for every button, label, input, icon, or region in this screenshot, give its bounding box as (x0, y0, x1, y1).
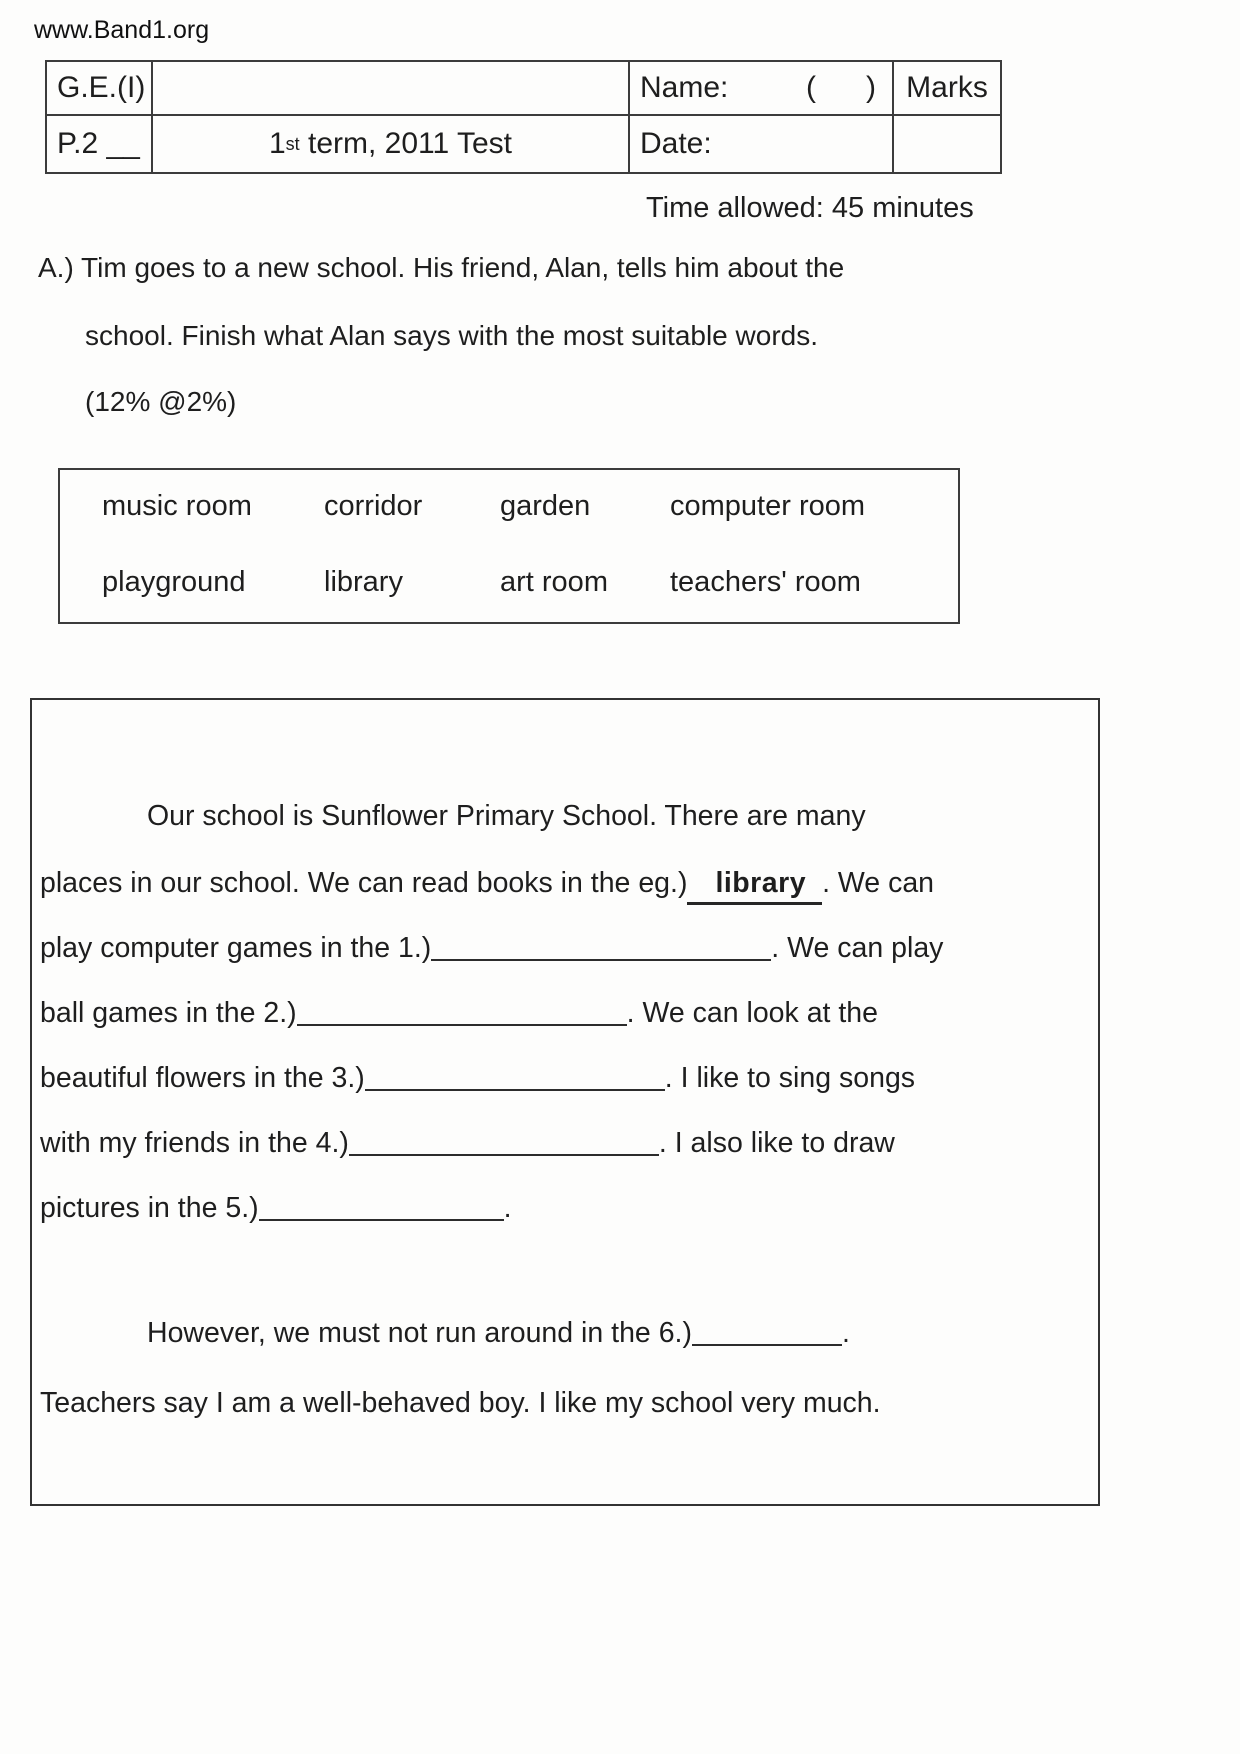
section-a-marks-note: (12% @2%) (85, 386, 237, 417)
answer-blank-6 (692, 1324, 842, 1346)
passage-line (40, 997, 878, 1030)
passage-text: . (841, 1317, 850, 1349)
term-title: term, 2011 Test (299, 127, 513, 160)
word-bank-item: music room (102, 490, 252, 522)
passage-text: places in our school. We can read books in the eg.) (40, 867, 688, 899)
word-bank-item: library (324, 566, 403, 598)
passage-text: . We can play (771, 932, 944, 964)
name-cell (630, 62, 894, 116)
subject-code-cell (47, 62, 153, 116)
passage-text: beautiful flowers in the 3.) (40, 1062, 365, 1094)
word-bank-row-2 (102, 566, 861, 599)
term-title-cell: 1 st term, 2011 Test (153, 116, 630, 172)
passage-box (30, 698, 1100, 1506)
passage-text: . I like to sing songs (664, 1062, 916, 1094)
passage-line (40, 1062, 915, 1095)
passage-text: with my friends in the 4.) (40, 1127, 349, 1159)
term-number: 1 (268, 127, 286, 160)
marks-label: Marks (906, 71, 988, 104)
passage-line (40, 1127, 895, 1160)
passage-text: play computer games in the 1.) (40, 932, 432, 964)
time-allowed-note: Time allowed: 45 minutes (646, 192, 974, 224)
section-a-prompt-line1: A.) Tim goes to a new school. His friend, Alan, tells him about the (38, 252, 845, 283)
passage-text: However, we must not run around in the 6.) (147, 1317, 692, 1349)
answer-blank-5 (259, 1199, 504, 1221)
word-bank-item: playground (102, 566, 246, 598)
passage-text: pictures in the 5.) (40, 1192, 259, 1224)
word-bank-item: garden (500, 490, 591, 522)
passage-line (40, 932, 943, 965)
word-bank-item: teachers' room (670, 566, 861, 598)
section-a-prompt-line2: school. Finish what Alan says with the most suitable words. (85, 320, 819, 351)
answer-blank-3 (365, 1069, 665, 1091)
passage-text: . (503, 1192, 512, 1224)
answer-blank-1 (431, 939, 771, 961)
header-table (45, 60, 1002, 174)
passage-line (40, 1192, 512, 1225)
word-bank-item: corridor (324, 490, 423, 522)
passage-text: . We can (822, 867, 935, 899)
passage-line (147, 1317, 850, 1350)
date-label: Date: (640, 127, 712, 160)
word-bank-item: art room (500, 566, 608, 598)
header-empty-cell (153, 62, 630, 116)
marks-entry-box (894, 116, 1000, 172)
class-number-brackets: ( ) (806, 71, 876, 104)
word-bank-row-1 (102, 490, 865, 523)
passage-line: Teachers say I am a well-behaved boy. I like my school very much. (40, 1387, 881, 1419)
class-level-cell (47, 116, 153, 172)
word-bank-item: computer room (670, 490, 866, 522)
answer-blank-4 (349, 1134, 659, 1156)
watermark-text: www.Band1.org (34, 16, 210, 44)
passage-line: Our school is Sunflower Primary School. There are many (147, 800, 866, 832)
passage-text: ball games in the 2.) (40, 997, 297, 1029)
date-cell (630, 116, 894, 172)
class-level: P.2 __ (57, 127, 140, 160)
word-bank-box (58, 468, 960, 624)
marks-header-cell (894, 62, 1000, 116)
passage-line (40, 867, 934, 900)
passage-text: . I also like to draw (658, 1127, 895, 1159)
example-answer: library (687, 867, 822, 905)
passage-text: . We can look at the (626, 997, 879, 1029)
subject-code: G.E.(I) (57, 71, 146, 104)
name-label: Name: (640, 71, 729, 104)
answer-blank-2 (297, 1004, 627, 1026)
